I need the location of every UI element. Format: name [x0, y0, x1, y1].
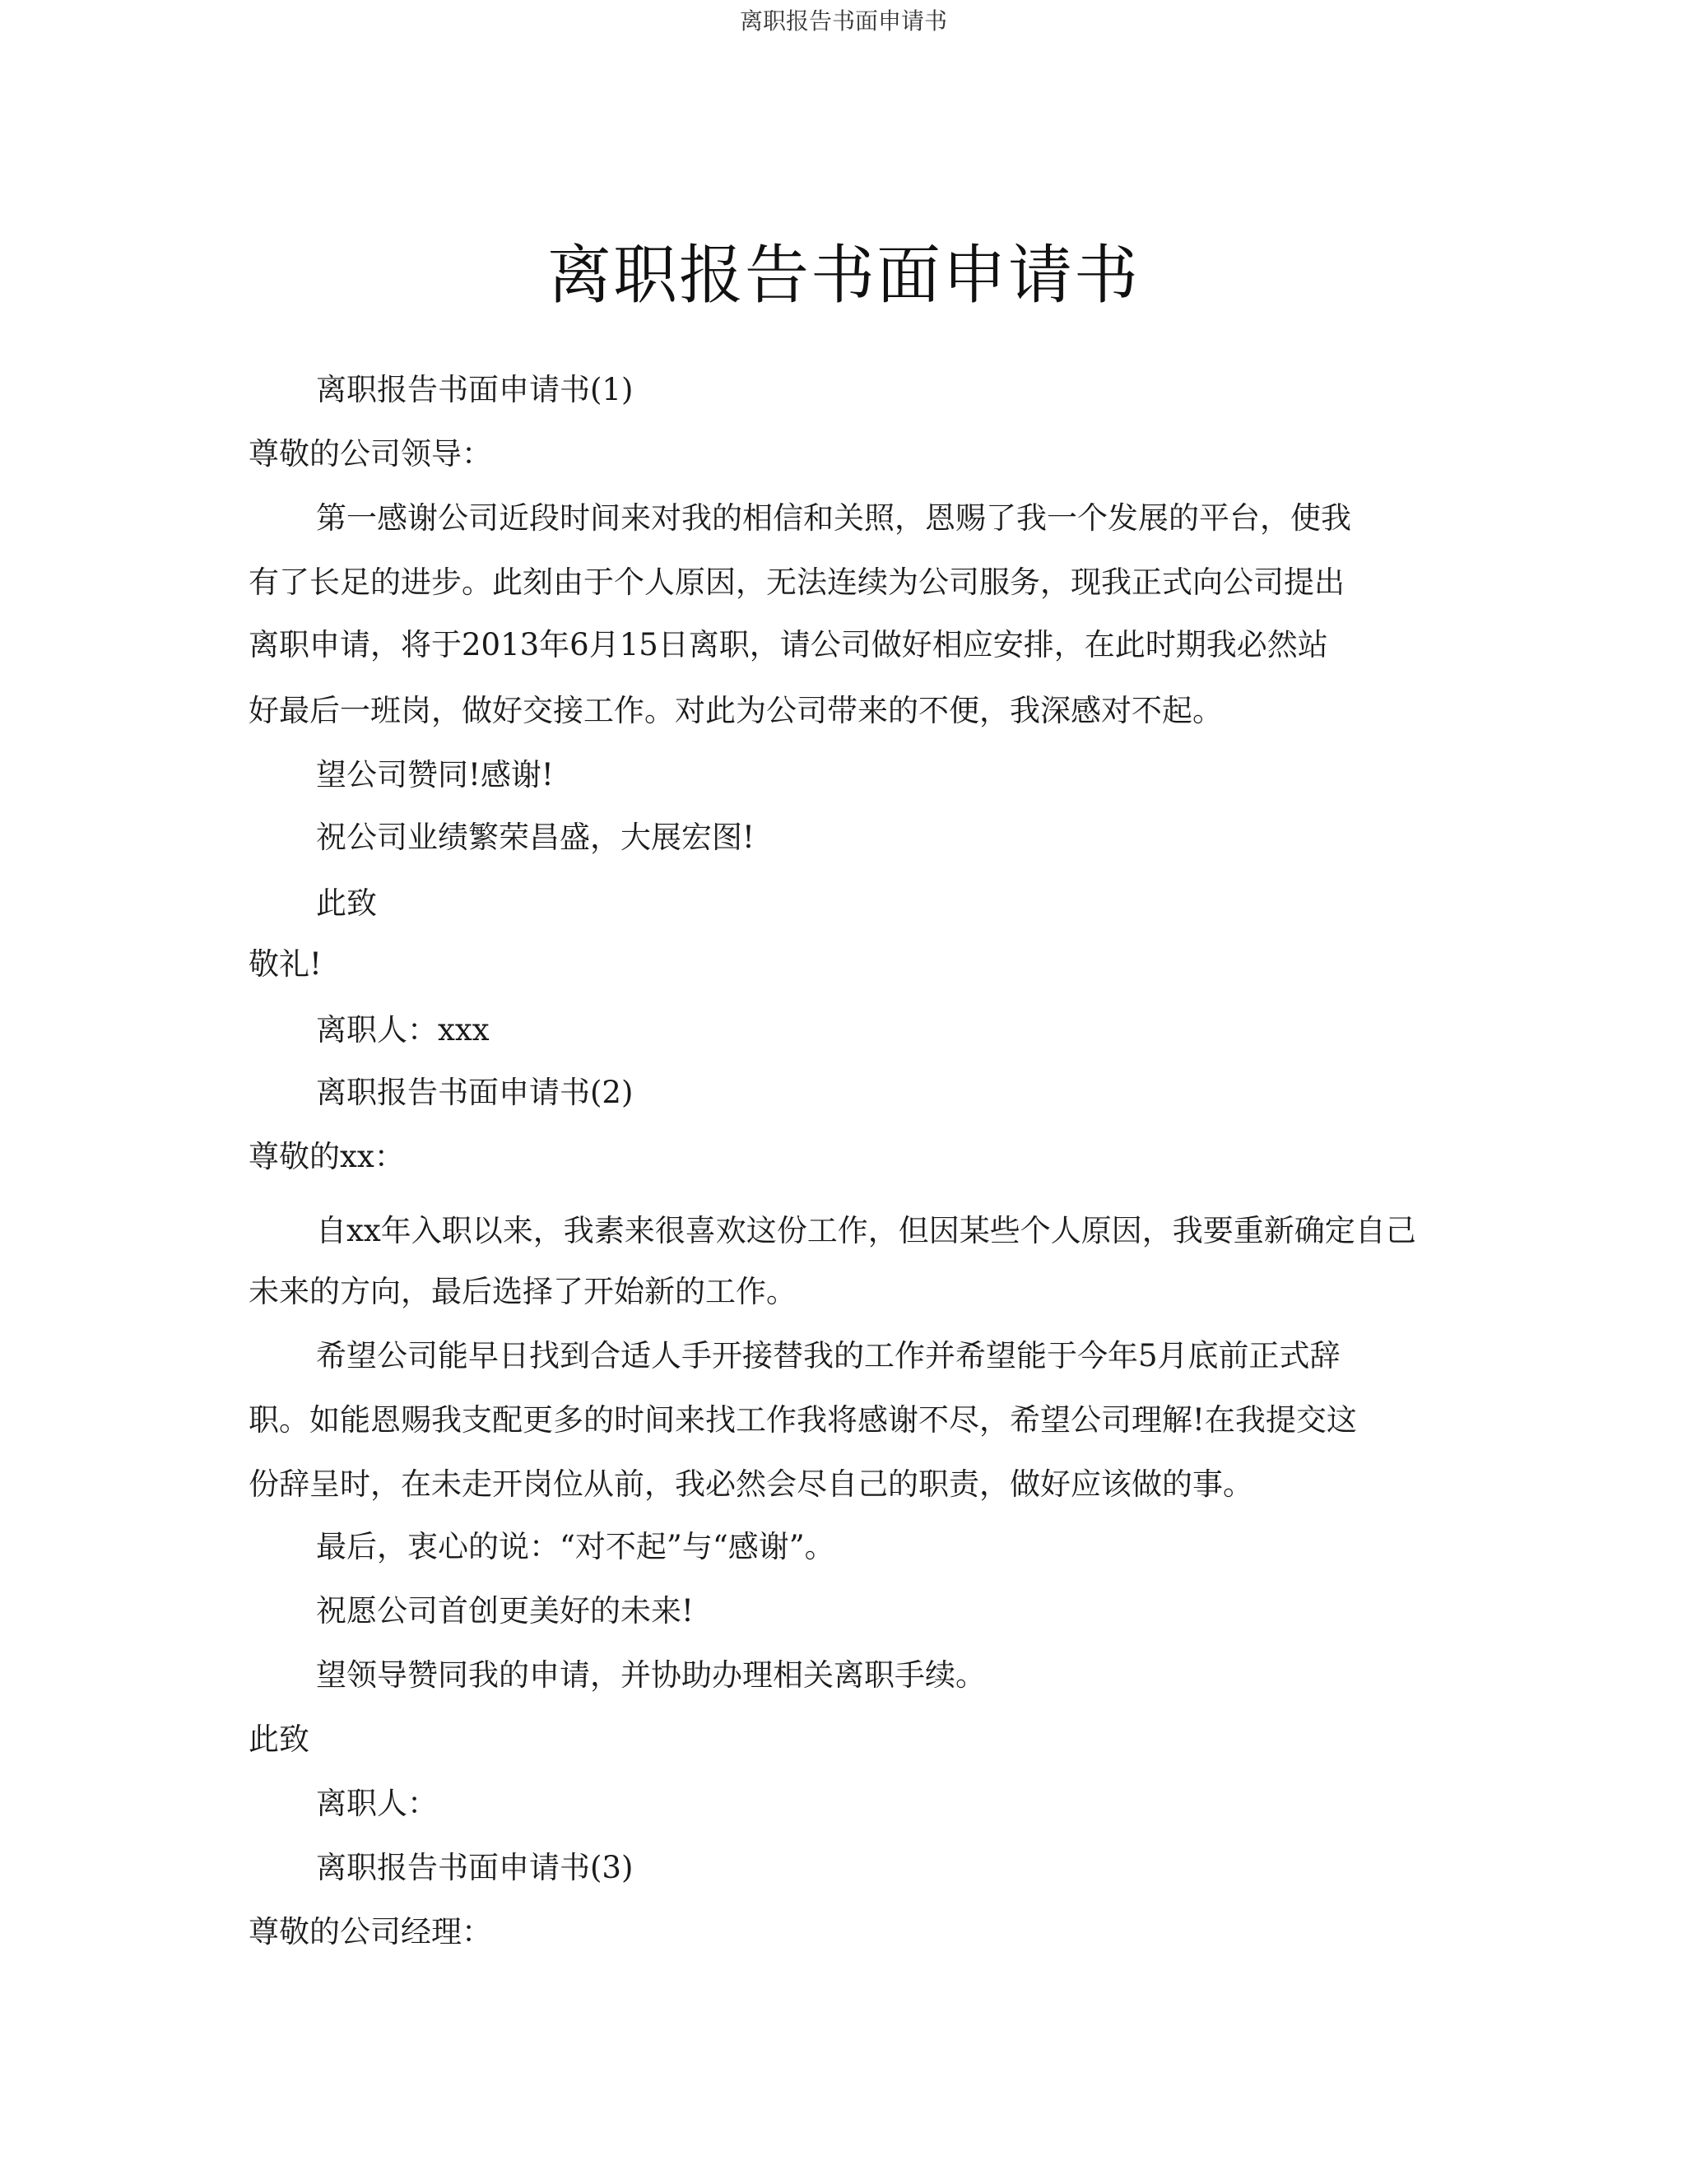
- document-title: 离职报告书面申请书: [546, 239, 1140, 313]
- salutation-1: 尊敬的公司领导：: [249, 436, 492, 472]
- body-line: 有了长足的进步。此刻由于个人原因，无法连续为公司服务，现我正式向公司提出: [249, 565, 1345, 600]
- closing-line: 此致: [316, 885, 377, 921]
- section-heading-3: 离职报告书面申请书(3): [316, 1850, 634, 1885]
- body-line: 最后，衷心的说：“对不起”与“感谢”。: [316, 1529, 835, 1564]
- signature-line: 离职人：xxx: [316, 1012, 490, 1048]
- salutation-3: 尊敬的公司经理：: [249, 1914, 492, 1949]
- body-line: 第一感谢公司近段时间来对我的相信和关照，恩赐了我一个发展的平台，使我: [316, 500, 1351, 536]
- body-line: 职。如能恩赐我支配更多的时间来找工作我将感谢不尽，希望公司理解!在我提交这: [249, 1402, 1357, 1438]
- closing-line: 此致: [249, 1722, 309, 1757]
- salutation-2: 尊敬的xx：: [249, 1139, 405, 1174]
- closing-line: 敬礼!: [249, 946, 322, 982]
- signature-line: 离职人：: [316, 1786, 438, 1821]
- body-line: 份辞呈时，在未走开岗位从前，我必然会尽自己的职责，做好应该做的事。: [249, 1466, 1253, 1502]
- body-line: 离职申请，将于2013年6月15日离职，请公司做好相应安排，在此时期我必然站: [249, 627, 1328, 662]
- body-line: 望公司赞同!感谢!: [316, 757, 554, 792]
- running-header: 离职报告书面申请书: [739, 7, 947, 35]
- body-line: 自xx年入职以来，我素来很喜欢这份工作，但因某些个人原因，我要重新确定自己: [316, 1213, 1416, 1248]
- body-line: 好最后一班岗，做好交接工作。对此为公司带来的不便，我深感对不起。: [249, 693, 1223, 728]
- body-line: 希望公司能早日找到合适人手开接替我的工作并希望能于今年5月底前正式辞: [316, 1338, 1341, 1373]
- section-heading-1: 离职报告书面申请书(1): [316, 372, 634, 407]
- section-heading-2: 离职报告书面申请书(2): [316, 1075, 634, 1110]
- body-line: 未来的方向，最后选择了开始新的工作。: [249, 1274, 797, 1309]
- body-line: 祝公司业绩繁荣昌盛，大展宏图!: [316, 820, 755, 855]
- body-line: 望领导赞同我的申请，并协助办理相关离职手续。: [316, 1657, 986, 1693]
- body-line: 祝愿公司首创更美好的未来!: [316, 1593, 694, 1629]
